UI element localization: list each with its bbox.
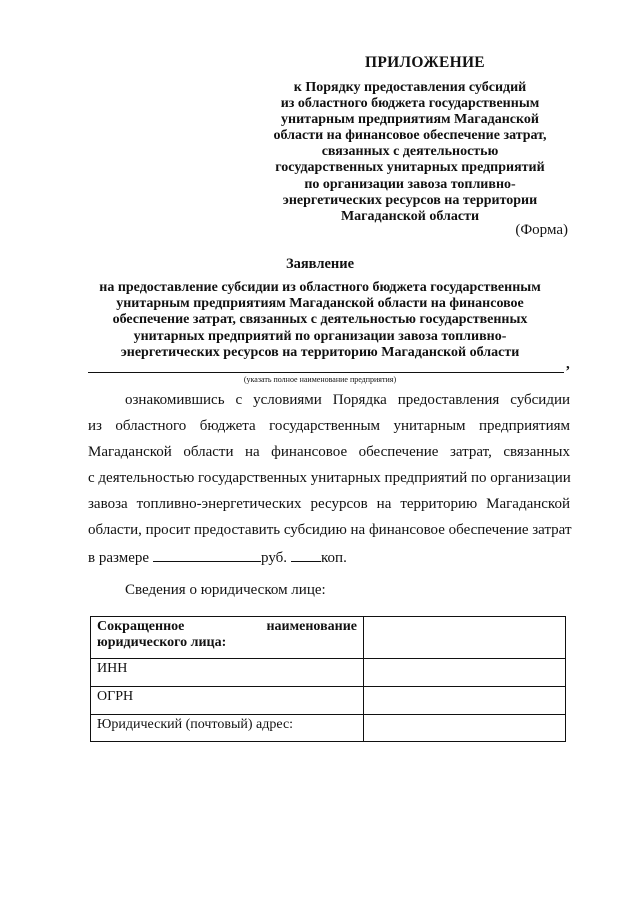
body-line: из областного бюджета государственным унитарным предприятиям [88,418,570,434]
appendix-subtitle [230,80,590,225]
statement-line: унитарным предприятиям Магаданской области на финансовое [116,296,524,312]
inn-value-cell[interactable] [364,659,566,687]
short-name-label-word: наименование [266,619,357,634]
short-name-label-word: Сокращенное [97,619,185,634]
table-row [91,715,566,742]
appendix-line: Магаданской области [340,208,480,224]
appendix-line: энергетических ресурсов на территории [282,192,538,208]
form-mark: (Форма) [515,222,568,238]
body-line: области, просит предоставить субсидию на финансовое обеспечение затрат [88,522,572,538]
body-line: Магаданской области на финансовое обеспечение затрат, связанных [88,444,570,460]
appendix-line: из областного бюджета государственным [280,96,540,112]
legal-entity-table [90,616,566,742]
appendix-line: по организации завоза топливно- [304,176,516,192]
appendix-line: связанных с деятельностью [321,144,499,160]
address-value-cell[interactable] [364,715,566,742]
kop-label: коп. [321,550,347,566]
ogrn-value-cell[interactable] [364,687,566,715]
statement-title: Заявление [285,256,355,272]
statement-subtitle [70,280,570,361]
enterprise-name-blank[interactable] [88,372,564,373]
inn-label: ИНН [91,659,364,687]
appendix-line: к Порядку предоставления субсидий [293,80,527,95]
table-row [91,659,566,687]
short-name-label-cell [91,617,364,659]
appendix-title: ПРИЛОЖЕНИЕ [365,54,485,71]
appendix-line: области на финансовое обеспечение затрат, [273,128,547,144]
sum-prefix: в размере [88,550,150,566]
short-name-label-word: юридического лица: [97,635,227,650]
legal-entity-heading: Сведения о юридическом лице: [125,582,326,598]
enterprise-name-hint: (указать полное наименование предприятия) [243,375,397,384]
ogrn-label: ОГРН [91,687,364,715]
kop-amount-blank[interactable] [291,548,321,562]
body-line: с деятельностью государственных унитарных предприятий по организации [88,470,571,486]
body-line: ознакомившись с условиями Порядка предоставления субсидии [125,392,570,408]
statement-line: энергетических ресурсов на территорию Магаданской области [120,344,520,360]
body-line: завоза топливно-энергетических ресурсов на территорию Магаданской [88,496,570,512]
appendix-line: государственных унитарных предприятий [275,160,545,176]
table-row [91,687,566,715]
statement-line: на предоставление субсидии из областного бюджета государственным [99,280,541,295]
short-name-value-cell[interactable] [364,617,566,659]
rub-amount-blank[interactable] [153,548,261,562]
statement-line: унитарных предприятий по организации завоза топливно- [133,328,507,344]
appendix-line: унитарным предприятиям Магаданской [281,112,539,128]
table-row [91,617,566,659]
subsidy-amount-line [88,548,347,567]
statement-line: обеспечение затрат, связанных с деятельностью государственных [112,312,528,328]
address-label: Юридический (почтовый) адрес: [91,715,364,742]
rub-label: руб. [261,550,288,566]
enterprise-name-comma: , [566,356,570,372]
